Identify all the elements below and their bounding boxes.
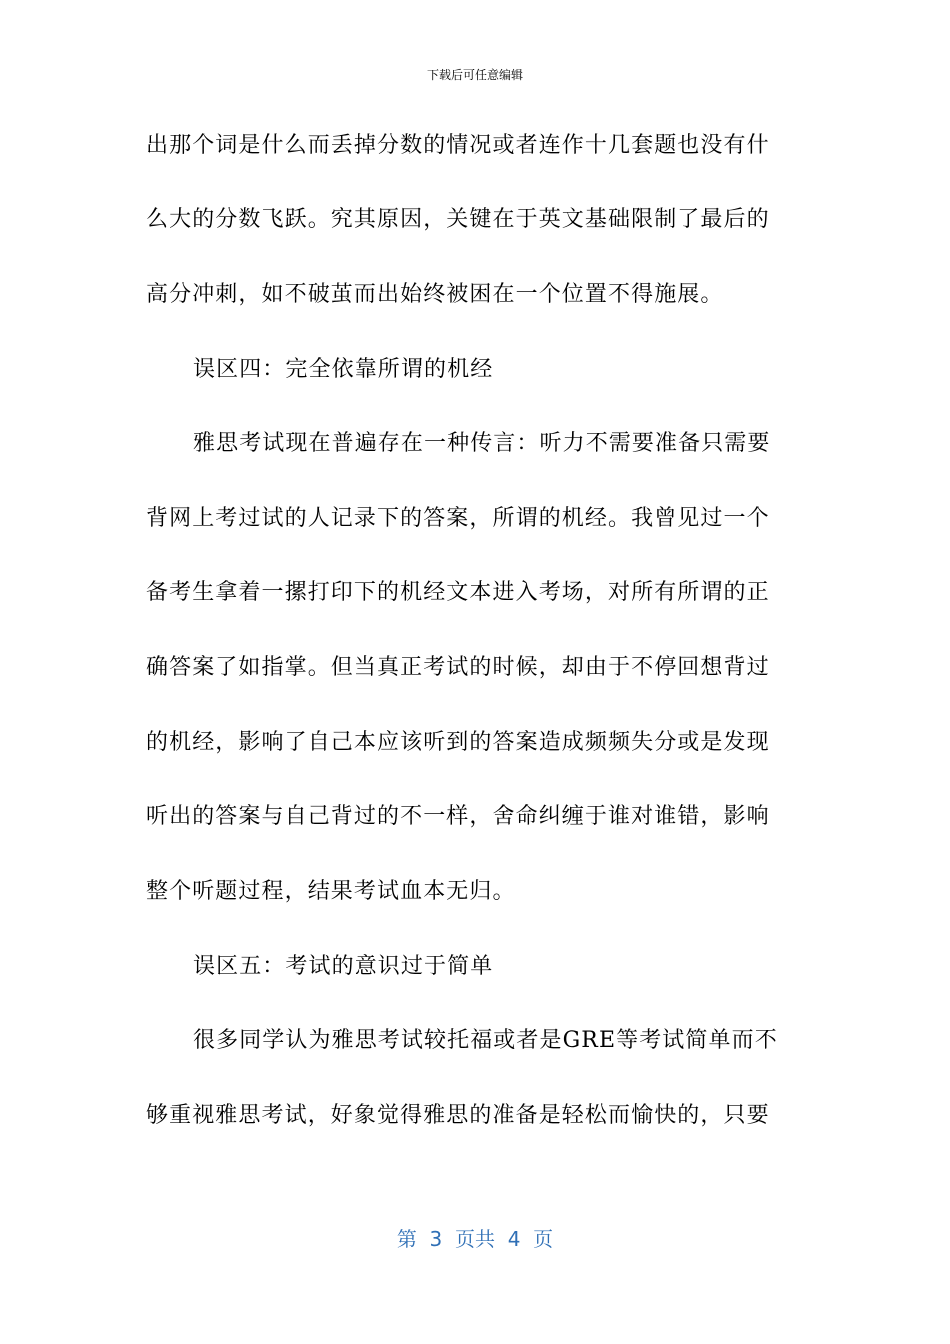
body-line: 背网上考过试的人记录下的答案，所谓的机经。我曾见过一个 (146, 506, 770, 531)
body-line: 的机经，影响了自己本应该听到的答案造成频频失分或是发现 (146, 730, 770, 755)
body-line: 确答案了如指掌。但当真正考试的时候，却由于不停回想背过 (146, 655, 770, 680)
body-line: 备考生拿着一摞打印下的机经文本进入考场，对所有所谓的正 (146, 580, 770, 605)
section-heading-5: 误区五：考试的意识过于简单 (193, 954, 494, 979)
page-number-footer: 第 3 页共 4 页 (396, 1227, 554, 1251)
section-heading-4: 误区四：完全依靠所谓的机经 (193, 357, 494, 382)
body-line: 高分冲刺，如不破茧而出始终被困在一个位置不得施展。 (146, 282, 724, 307)
body-line: 出那个词是什么而丢掉分数的情况或者连作十几套题也没有什 (146, 133, 770, 158)
body-line: 整个听题过程，结果考试血本无归。 (146, 879, 516, 904)
header-note: 下载后可任意编辑 (426, 68, 523, 82)
paragraph-start: 很多同学认为雅思考试较托福或者是GRE等考试简单而不 (193, 1028, 778, 1053)
body-line: 么大的分数飞跃。究其原因，关键在于英文基础限制了最后的 (146, 207, 770, 232)
body-line: 够重视雅思考试，好象觉得雅思的准备是轻松而愉快的，只要 (146, 1103, 770, 1128)
body-line: 听出的答案与自己背过的不一样，舍命纠缠于谁对谁错，影响 (146, 804, 770, 829)
paragraph-start: 雅思考试现在普遍存在一种传言：听力不需要准备只需要 (193, 431, 771, 456)
